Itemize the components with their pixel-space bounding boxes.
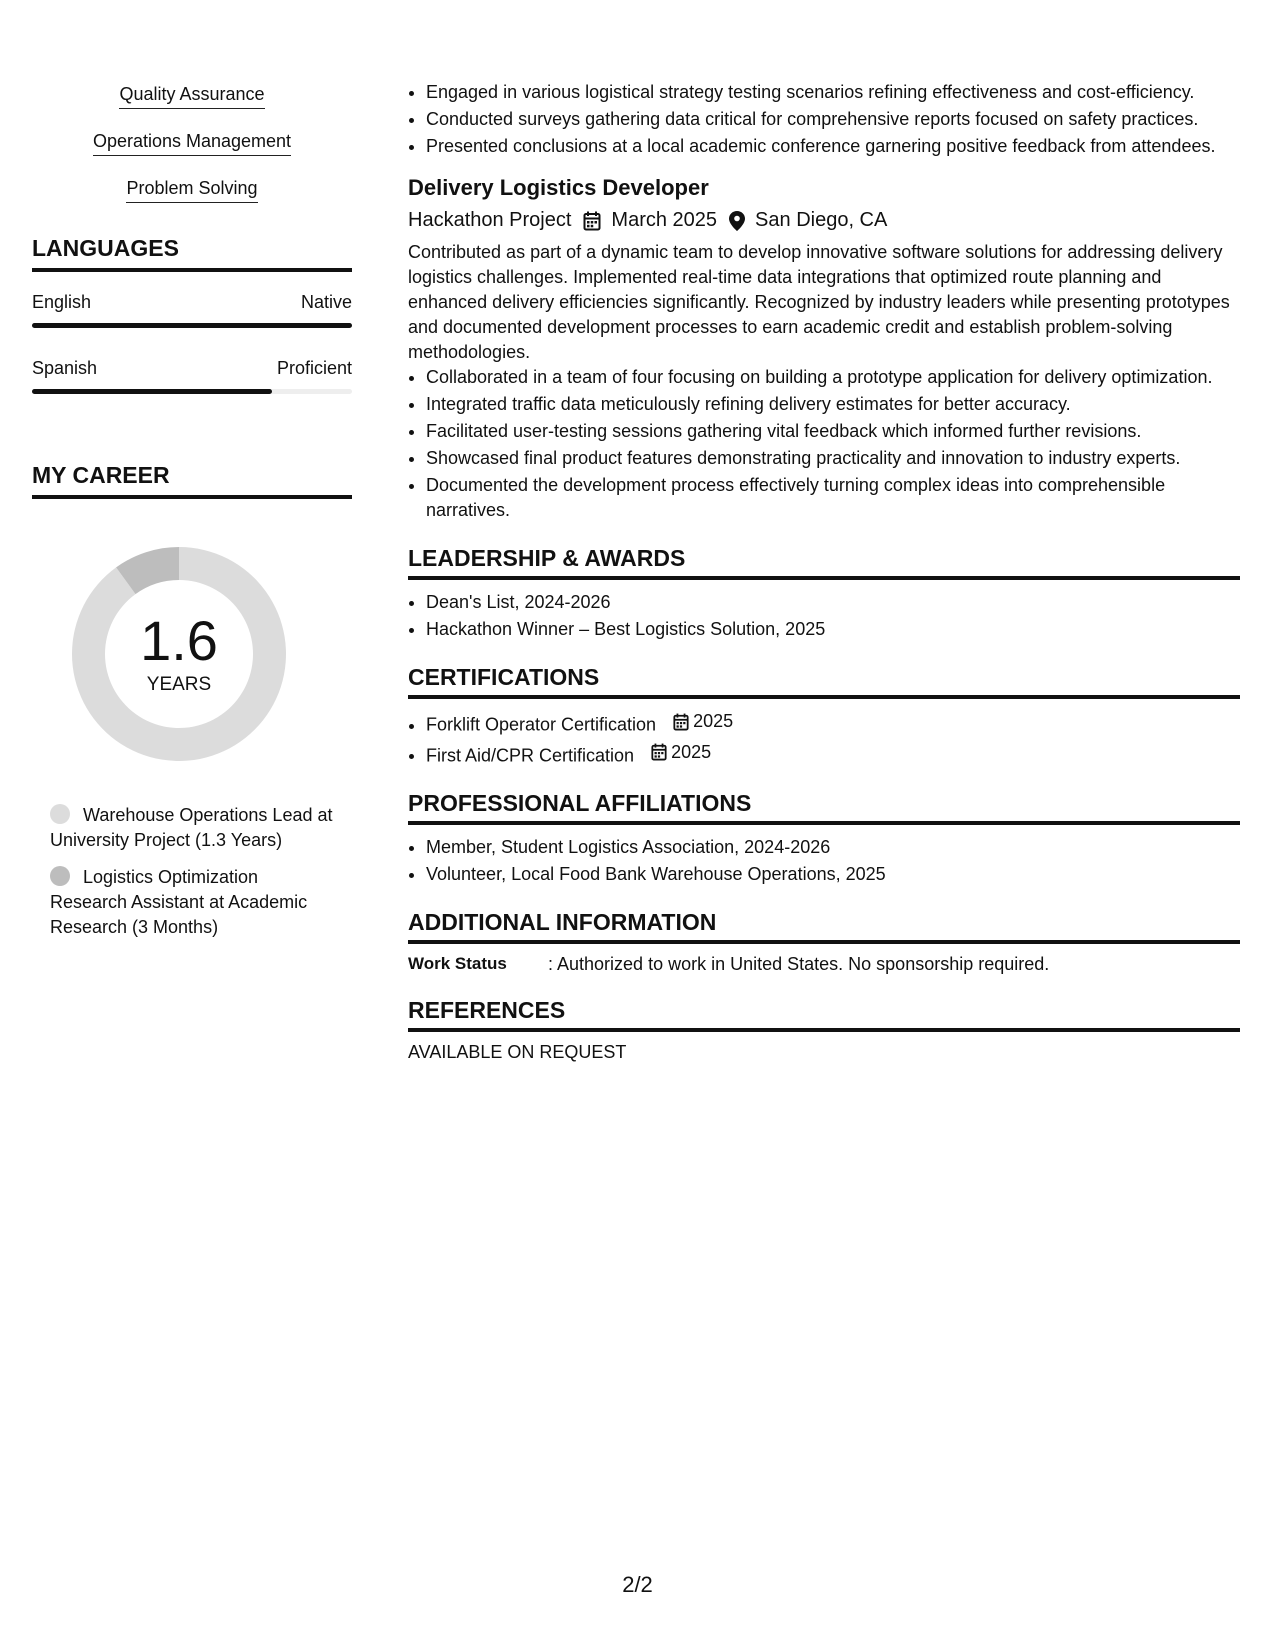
certification-name: First Aid/CPR Certification [426,745,635,765]
job-title: Delivery Logistics Developer [408,175,709,200]
list-item: • Dean's List, 2024-2026 [426,590,1240,615]
job-description: Contributed as part of a dynamic team to develop innovative software solutions for addressing delivery logistics challenges. Implemented real-time data integrations that optimized route planning and enhanced delivery efficiencies significantly. Recognized by industry leaders while presenting prototypes and documented development processes to earn academic credit and establish problem-solving methodologies. [408,242,1230,362]
list-item: • Conducted surveys gathering data critical for comprehensive reports focused on safety practices. [426,107,1240,132]
list-item: • Integrated traffic data meticulously refining delivery estimates for better accuracy. [426,392,1240,417]
career-title: MY CAREER [32,462,352,499]
job-meta [408,209,1240,232]
references-text: AVAILABLE ON REQUEST [408,1042,627,1062]
legend-dot [50,866,70,886]
language-level: Proficient [276,358,352,378]
language-row [32,358,352,379]
career-section [32,462,352,940]
left-column [32,84,352,952]
work-status-label: Work Status [408,954,507,973]
list-item: • Collaborated in a team of four focusing on building a prototype application for delivery optimization. [426,365,1240,390]
prev-job-bullets [408,80,1240,159]
certifications-list [408,709,1240,768]
career-legend [50,803,340,940]
language-bar-fill [32,323,352,328]
calendar-icon [583,211,601,231]
job-bullets [408,365,1240,523]
list-item: • Facilitated user-testing sessions gathering vital feedback which informed further revisions. [426,419,1240,444]
career-donut [64,539,294,769]
legend-item: Warehouse Operations Lead at University Project (1.3 Years) [50,805,333,850]
page-number: 2/2 [622,1572,653,1597]
leadership-list [408,590,1240,642]
list-item: • Presented conclusions at a local academic conference garnering positive feedback from attendees. [426,134,1240,159]
legend-dot [50,804,70,824]
language-bar [32,323,352,328]
map-pin-icon [729,211,745,231]
certification-date: 2025 [693,711,734,731]
languages-section [32,235,352,394]
language-bar [32,389,352,394]
references-title: REFERENCES [408,997,1240,1032]
job-location: San Diego, CA [755,209,888,231]
list-item: • Documented the development process effectively turning complex ideas into comprehensible narratives. [426,473,1240,523]
skill-item: Quality Assurance [32,84,352,109]
additional-info-title: ADDITIONAL INFORMATION [408,909,1240,944]
leadership-title: LEADERSHIP & AWARDS [408,545,1240,580]
certification-date: 2025 [671,741,712,762]
certifications-title: CERTIFICATIONS [408,664,1240,699]
languages-title: LANGUAGES [32,235,352,272]
list-item [426,740,1240,769]
language-bar-fill [32,389,272,394]
work-status-value: : Authorized to work in United States. No sponsorship required. [548,954,1050,974]
affiliations-list [408,835,1240,887]
calendar-icon [673,713,689,731]
skill-item: Problem Solving [32,178,352,203]
language-level: Native [300,292,352,312]
job-company: Hackathon Project [408,209,572,231]
list-item: • Hackathon Winner – Best Logistics Solution, 2025 [426,617,1240,642]
career-total-value: 1.6 [140,609,218,672]
skills-list [32,84,352,203]
list-item [426,709,1240,738]
list-item: • Engaged in various logistical strategy testing scenarios refining effectiveness and cost-efficiency. [426,80,1240,105]
skill-item: Operations Management [32,131,352,156]
work-status-row [408,954,1240,975]
language-name: Spanish [32,358,98,378]
certification-name: Forklift Operator Certification [426,714,657,735]
list-item: • Showcased final product features demonstrating practicality and innovation to industry experts. [426,446,1240,471]
affiliations-title: PROFESSIONAL AFFILIATIONS [408,790,1240,825]
legend-item: Logistics Optimization Research Assistant at Academic Research (3 Months) [50,867,308,937]
language-row [32,292,352,313]
list-item: • Member, Student Logistics Association, 2024-2026 [426,835,1240,860]
right-column [408,80,1240,1063]
career-total-unit: YEARS [146,674,212,695]
job-date: March 2025 [611,209,718,231]
language-name: English [32,292,92,312]
calendar-icon [651,743,667,761]
list-item: • Volunteer, Local Food Bank Warehouse Operations, 2025 [426,862,1240,887]
